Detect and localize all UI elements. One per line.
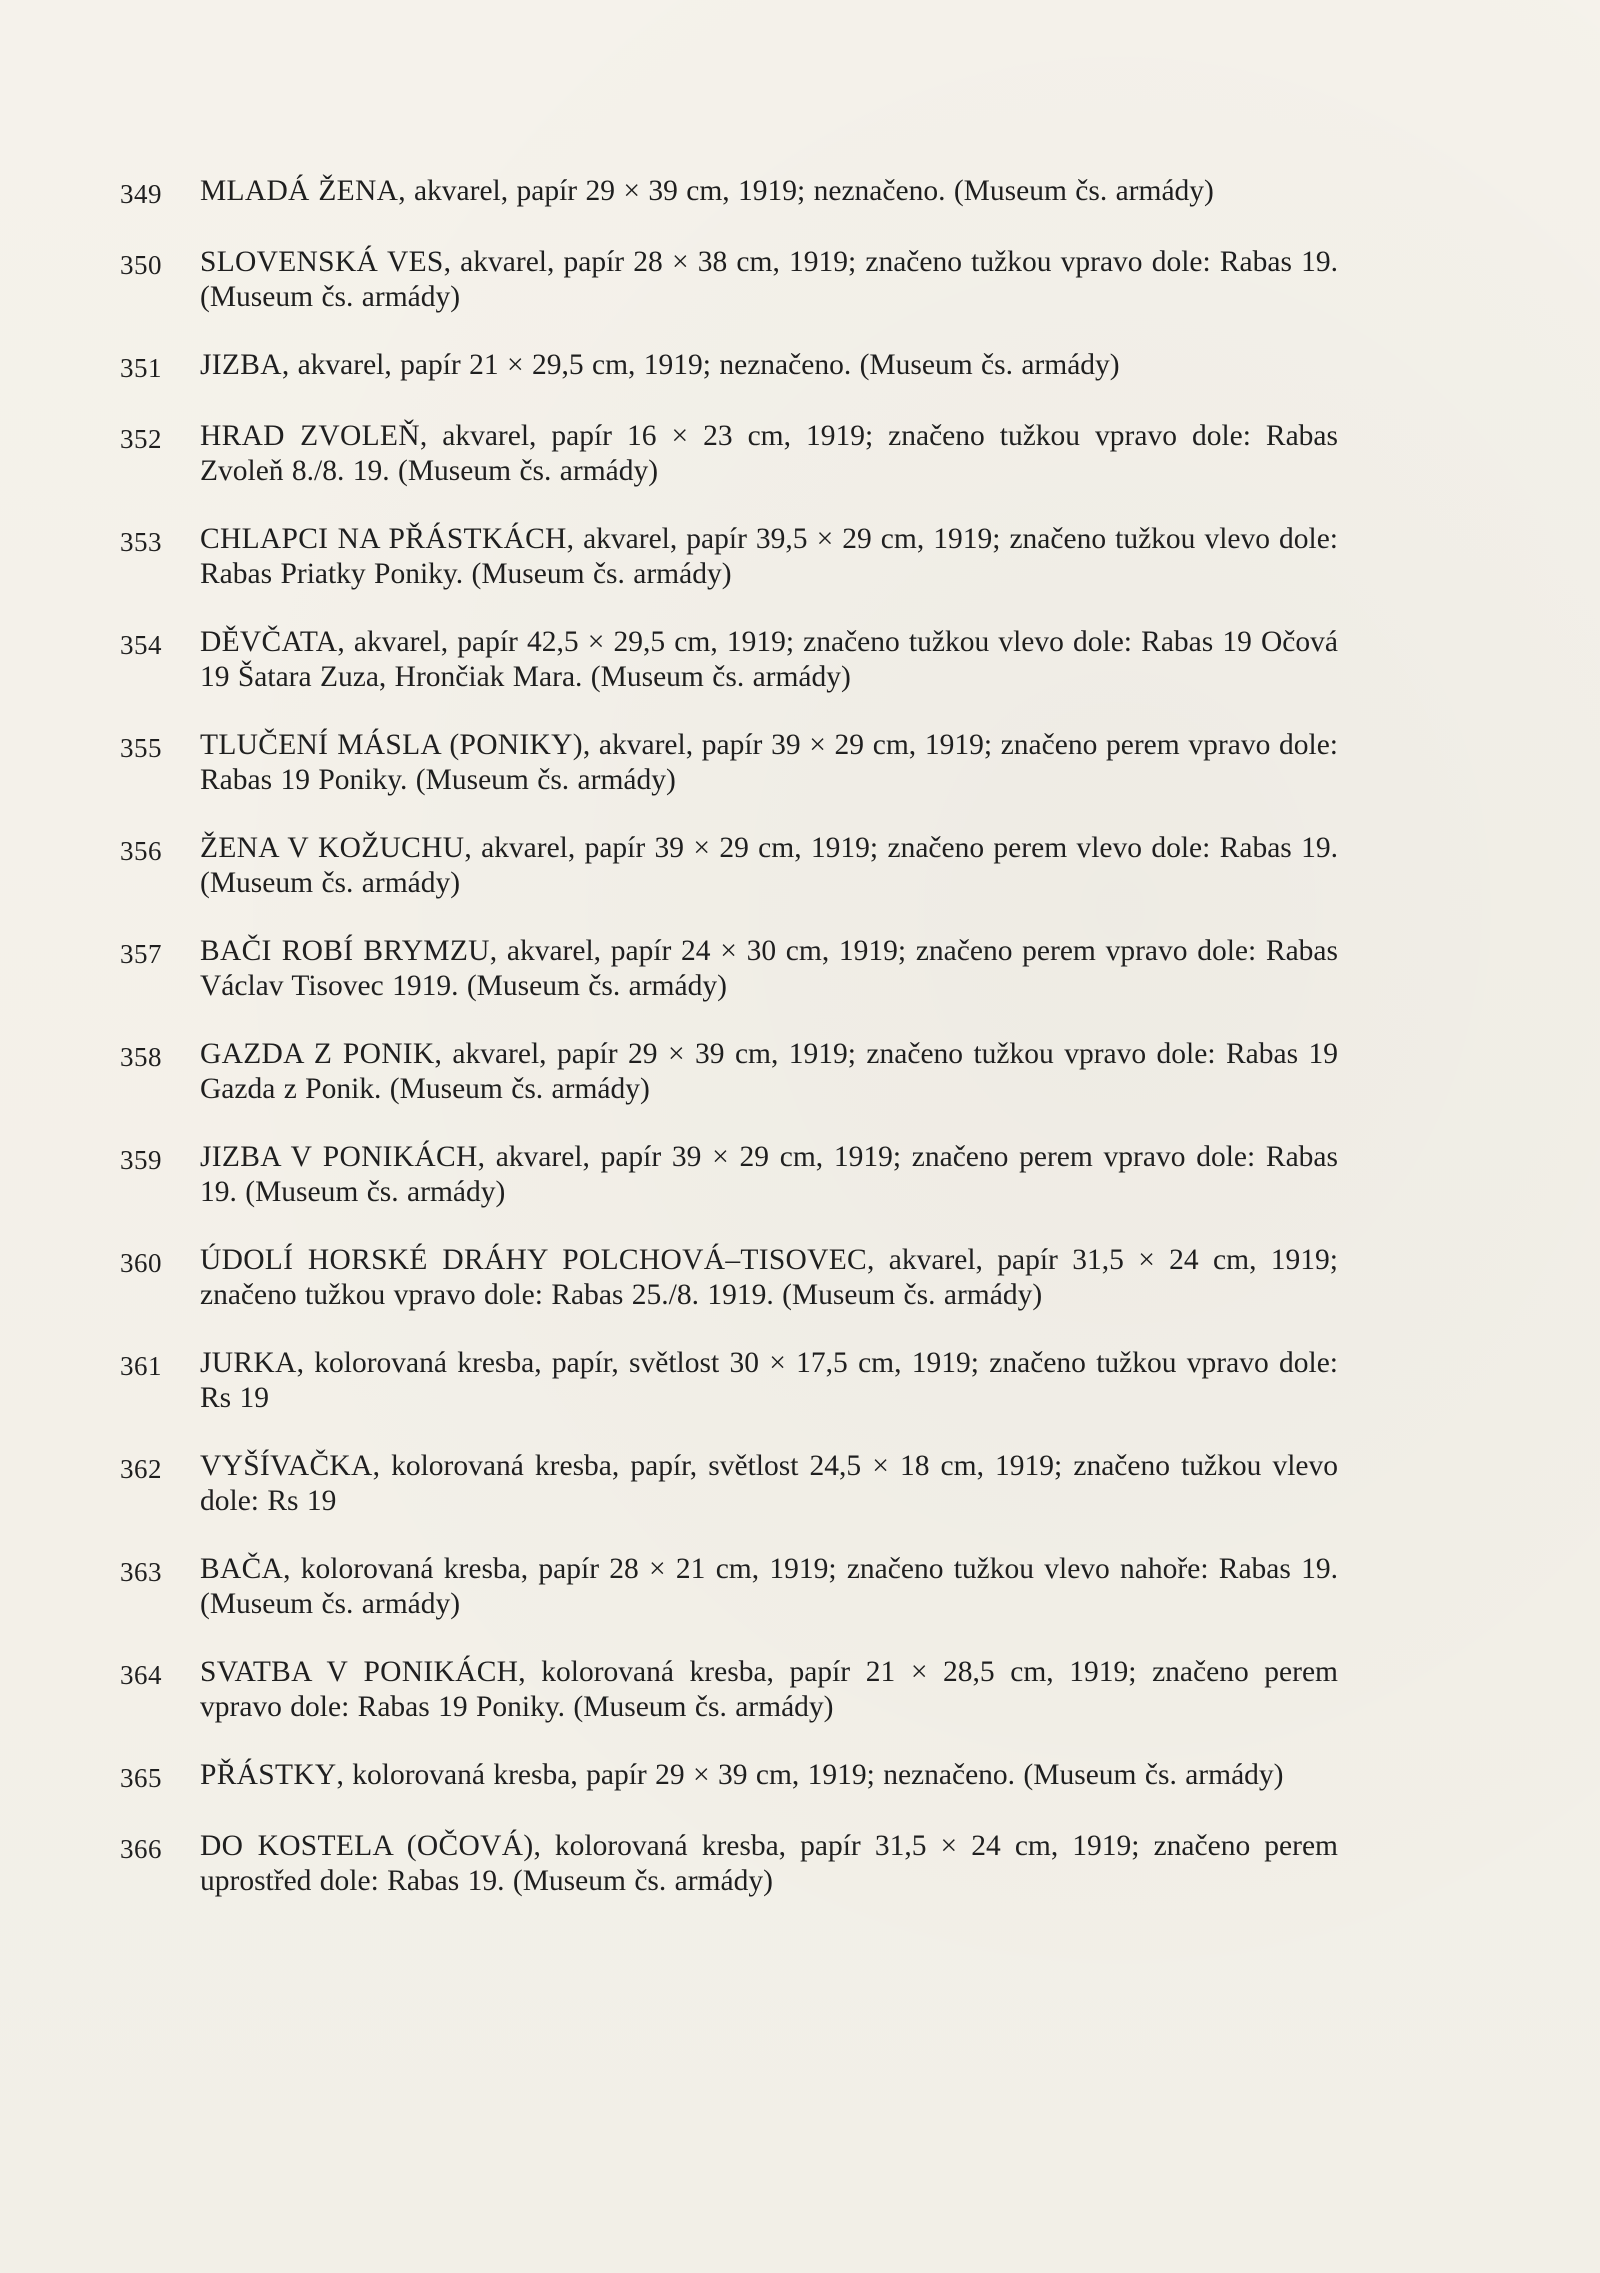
catalog-entry — [120, 831, 1338, 901]
entry-description — [200, 1655, 1338, 1725]
entry-number: 349 — [120, 179, 162, 209]
entry-description — [200, 1552, 1338, 1622]
entry-title: HRAD ZVOLEŇ — [200, 420, 420, 452]
entry-details: , akvarel, papír 24 × 30 cm, 1919; značeno perem vpravo dole: Rabas Václav Tisovec 1919. (Museum čs. armády) — [200, 935, 1338, 1002]
entry-details: , akvarel, papír 39 × 29 cm, 1919; značeno perem vlevo dole: Rabas 19. (Museum čs. armády) — [200, 832, 1338, 899]
catalog-entry — [120, 1655, 1338, 1725]
entry-title: MLADÁ ŽENA — [200, 175, 399, 207]
entry-title: DO KOSTELA (OČOVÁ) — [200, 1830, 534, 1862]
entry-title: VYŠÍVAČKA — [200, 1450, 373, 1482]
entry-details: , akvarel, papír 29 × 39 cm, 1919; neznačeno. (Museum čs. armády) — [398, 175, 1214, 207]
entry-details: , kolorovaná kresba, papír, světlost 30 × 17,5 cm, 1919; značeno tužkou vpravo dole: Rs 19 — [200, 1347, 1338, 1414]
entry-details: , kolorovaná kresba, papír, světlost 24,5 × 18 cm, 1919; značeno tužkou vlevo dole: Rs 19 — [200, 1450, 1338, 1517]
entry-description — [200, 174, 1338, 209]
entry-description — [200, 348, 1338, 383]
catalog-entry — [120, 245, 1338, 315]
entry-description — [200, 1346, 1338, 1416]
entry-number: 360 — [120, 1248, 162, 1278]
entry-title: ÚDOLÍ HORSKÉ DRÁHY POLCHOVÁ–TISOVEC — [200, 1244, 868, 1276]
entry-title: SLOVENSKÁ VES — [200, 246, 444, 278]
entry-details: , akvarel, papír 28 × 38 cm, 1919; značeno tužkou vpravo dole: Rabas 19. (Museum čs. armády) — [200, 246, 1338, 313]
entry-number: 356 — [120, 836, 162, 866]
entry-details: , akvarel, papír 39 × 29 cm, 1919; značeno perem vpravo dole: Rabas 19 Poniky. (Museum čs. armády) — [200, 729, 1338, 796]
entry-title: JIZBA — [200, 349, 282, 381]
entry-title: BAČA — [200, 1553, 284, 1585]
entry-title: TLUČENÍ MÁSLA (PONIKY) — [200, 729, 583, 761]
entry-number: 350 — [120, 250, 162, 280]
entry-number: 355 — [120, 733, 162, 763]
entry-number: 366 — [120, 1834, 162, 1864]
entry-number: 365 — [120, 1763, 162, 1793]
entry-number: 359 — [120, 1145, 162, 1175]
entry-number: 364 — [120, 1660, 162, 1690]
catalog-entry-list — [120, 174, 1338, 1899]
entry-number: 354 — [120, 630, 162, 660]
entry-number: 351 — [120, 353, 162, 383]
entry-title: ŽENA V KOŽUCHU — [200, 832, 465, 864]
catalog-entry — [120, 1346, 1338, 1416]
entry-title: SVATBA V PONIKÁCH — [200, 1656, 519, 1688]
entry-description — [200, 1243, 1338, 1313]
entry-description — [200, 1758, 1338, 1793]
entry-details: , akvarel, papír 16 × 23 cm, 1919; značeno tužkou vpravo dole: Rabas Zvoleň 8./8. 19. (Museum čs. armády) — [200, 420, 1339, 487]
entry-number: 362 — [120, 1454, 162, 1484]
entry-description — [200, 728, 1338, 798]
entry-title: DĚVČATA — [200, 626, 338, 658]
catalog-entry — [120, 728, 1338, 798]
entry-title: BAČI ROBÍ BRYMZU — [200, 935, 490, 967]
catalog-entry — [120, 1552, 1338, 1622]
entry-details: , akvarel, papír 42,5 × 29,5 cm, 1919; značeno tužkou vlevo dole: Rabas 19 Očová 19 Šatara Zuza, Hrončiak Mara. (Museum čs. armády) — [200, 626, 1338, 693]
entry-title: PŘÁSTKY — [200, 1759, 337, 1791]
entry-details: , kolorovaná kresba, papír 29 × 39 cm, 1919; neznačeno. (Museum čs. armády) — [336, 1759, 1284, 1791]
catalog-entry — [120, 1243, 1338, 1313]
entry-description — [200, 1449, 1338, 1519]
entry-description — [200, 1829, 1338, 1899]
entry-description — [200, 831, 1338, 901]
entry-description — [200, 625, 1338, 695]
catalog-entry — [120, 1829, 1338, 1899]
entry-details: , kolorovaná kresba, papír 31,5 × 24 cm, 1919; značeno perem uprostřed dole: Rabas 19. (Museum čs. armády) — [200, 1830, 1338, 1897]
entry-number: 363 — [120, 1557, 162, 1587]
entry-details: , kolorovaná kresba, papír 21 × 28,5 cm, 1919; značeno perem vpravo dole: Rabas 19 Poniky. (Museum čs. armády) — [200, 1656, 1338, 1723]
entry-description — [200, 934, 1338, 1004]
catalog-entry — [120, 1449, 1338, 1519]
entry-number: 352 — [120, 424, 162, 454]
entry-description — [200, 1140, 1338, 1210]
entry-title: GAZDA Z PONIK — [200, 1038, 435, 1070]
entry-number: 361 — [120, 1351, 162, 1381]
entry-details: , akvarel, papír 31,5 × 24 cm, 1919; značeno tužkou vpravo dole: Rabas 25./8. 1919. (Museum čs. armády) — [200, 1244, 1338, 1311]
catalog-entry — [120, 1140, 1338, 1210]
catalog-entry — [120, 625, 1338, 695]
catalog-entry — [120, 522, 1338, 592]
catalog-entry — [120, 1037, 1338, 1107]
entry-title: CHLAPCI NA PŘÁSTKÁCH — [200, 523, 567, 555]
entry-title: JIZBA V PONIKÁCH — [200, 1141, 478, 1173]
entry-details: , akvarel, papír 29 × 39 cm, 1919; značeno tužkou vpravo dole: Rabas 19 Gazda z Ponik. (Museum čs. armády) — [200, 1038, 1339, 1105]
entry-description — [200, 245, 1338, 315]
entry-description — [200, 419, 1338, 489]
catalog-entry — [120, 1758, 1338, 1796]
entry-description — [200, 1037, 1338, 1107]
entry-title: JURKA — [200, 1347, 297, 1379]
entry-number: 358 — [120, 1042, 162, 1072]
catalog-entry — [120, 348, 1338, 386]
entry-description — [200, 522, 1338, 592]
catalog-entry — [120, 419, 1338, 489]
entry-number: 353 — [120, 527, 162, 557]
entry-details: , akvarel, papír 21 × 29,5 cm, 1919; neznačeno. (Museum čs. armády) — [281, 349, 1120, 381]
entry-number: 357 — [120, 939, 162, 969]
entry-details: , akvarel, papír 39 × 29 cm, 1919; značeno perem vpravo dole: Rabas 19. (Museum čs. armády) — [200, 1141, 1338, 1208]
entry-details: , akvarel, papír 39,5 × 29 cm, 1919; značeno tužkou vlevo dole: Rabas Priatky Poniky. (Museum čs. armády) — [200, 523, 1339, 590]
catalog-entry — [120, 174, 1338, 212]
catalog-entry — [120, 934, 1338, 1004]
entry-details: , kolorovaná kresba, papír 28 × 21 cm, 1919; značeno tužkou vlevo nahoře: Rabas 19. (Museum čs. armády) — [200, 1553, 1338, 1620]
